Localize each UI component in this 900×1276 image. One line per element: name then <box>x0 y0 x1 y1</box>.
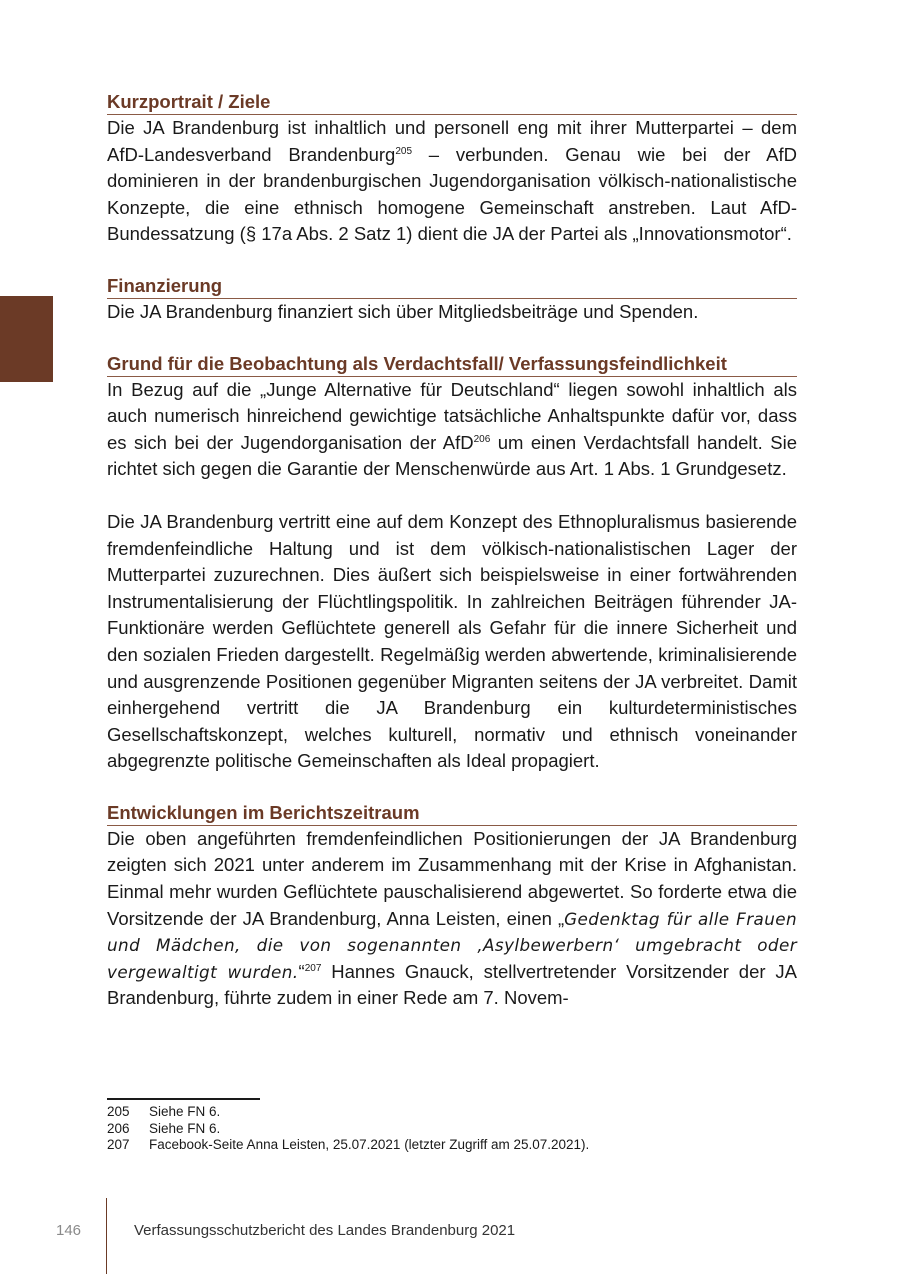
paragraph-grund-2: Die JA Brandenburg vertritt eine auf dem Konzept des Ethnopluralismus basierende fremdenfeindliche Haltung und ist dem völkisch-nationalistischen Lager der Mutterpartei zuzurechnen. Dies äußert sich beispielsweise in einer fortwährenden Instrumentalisierung der Flüchtlingspolitik. In zahlreichen Beiträgen führender JA-Funktionäre werden Geflüchtete generell als Gefahr für die innere Sicherheit und den sozialen Frieden dargestellt. Regelmäßig werden abwertende, kriminalisierende und ausgrenzende Positionen gegenüber Migranten seitens der JA verbreitet. Damit einhergehend vertritt die JA Brandenburg ein kulturdeterministisches Gesellschaftskonzept, welches kulturell, normativ und ethnisch voneinander abgegrenzte politische Gemeinschaften als Ideal propagiert. <box>107 510 797 772</box>
footnote-207: 207 Facebook-Seite Anna Leisten, 25.07.2021 (letzter Zugriff am 25.07.2021). <box>107 1137 590 1152</box>
footnote-206: 206 Siehe FN 6. <box>107 1120 221 1136</box>
heading-finanzierung: Finanzierung <box>107 274 797 299</box>
paragraph-kurzportrait: Die JA Brandenburg ist inhaltlich und personell eng mit ihrer Mutterpartei – dem AfD-Landesverband Brandenburg$^{205}$ – verbunden. Genau wie bei der AfD dominieren in der brandenburgischen Jugendorganisation völkisch-nationalistische Konzepte, die eine ethnisch homogene Gemeinschaft anstreben. Laut AfD-Bundessatzung (§ 17a Abs. 2 Satz 1) dient die JA der Partei als „Innovationsmotor“. <box>107 117 797 245</box>
chapter-marker-tab <box>0 296 53 382</box>
footnote-ref: 207 <box>304 962 322 974</box>
main-content <box>107 90 797 1012</box>
footer-title: Verfassungsschutzbericht des Landes Brandenburg 2021 <box>134 1222 516 1239</box>
heading-kurzportrait: Kurzportrait / Ziele <box>107 90 797 115</box>
footnote-ref: 205 <box>395 145 413 157</box>
paragraph-grund-1: In Bezug auf die „Junge Alternative für Deutschland“ liegen sowohl inhaltlich als auch numerisch hinreichend gewichtige tatsächliche Anhaltspunkte dafür vor, dass es sich bei der Jugendorganisation der AfD$^{206}$ um einen Verdachtsfall handelt. Sie richtet sich gegen die Garantie der Menschenwürde aus Art. 1 Abs. 1 Grundgesetz. <box>107 378 797 480</box>
footnotes <box>107 1098 797 1154</box>
footnote-separator <box>107 1098 260 1100</box>
footer-divider <box>106 1198 107 1274</box>
footnote-ref: 206 <box>473 433 491 445</box>
paragraph-finanzierung: Die JA Brandenburg finanziert sich über Mitgliedsbeiträge und Spenden. <box>107 300 699 322</box>
paragraph-entwicklungen: Die oben angeführten fremdenfeindlichen Positionierungen der JA Brandenburg zeigten sich 2021 unter anderem im Zusammenhang mit der Krise in Afghanistan. Einmal mehr wurden Geflüchtete pauschalisierend abgewertet. So forderte etwa die Vorsitzende der JA Brandenburg, Anna Leisten, einen „Gedenktag für alle Frauen und Mädchen, die von sogenannten ‚Asylbewerbern‘ umgebracht oder vergewaltigt wurden.“$^{207}$ Hannes Gnauck, stellvertretender Vorsitzender der JA Brandenburg, führte zudem in einer Rede am 7. Novem- <box>107 827 797 1009</box>
heading-entwicklungen: Entwicklungen im Berichtszeitraum <box>107 801 797 826</box>
heading-grund: Grund für die Beobachtung als Verdachtsfall/ Verfassungsfeindlichkeit <box>107 352 797 377</box>
page-number: 146 <box>56 1222 82 1239</box>
quote-leisten: Gedenktag für alle Frauen und Mädchen, die von sogenannten ‚Asylbewerbern‘ umgebracht oder vergewaltigt wurden. <box>107 908 797 982</box>
footnote-205: 205 Siehe FN 6. <box>107 1104 221 1119</box>
